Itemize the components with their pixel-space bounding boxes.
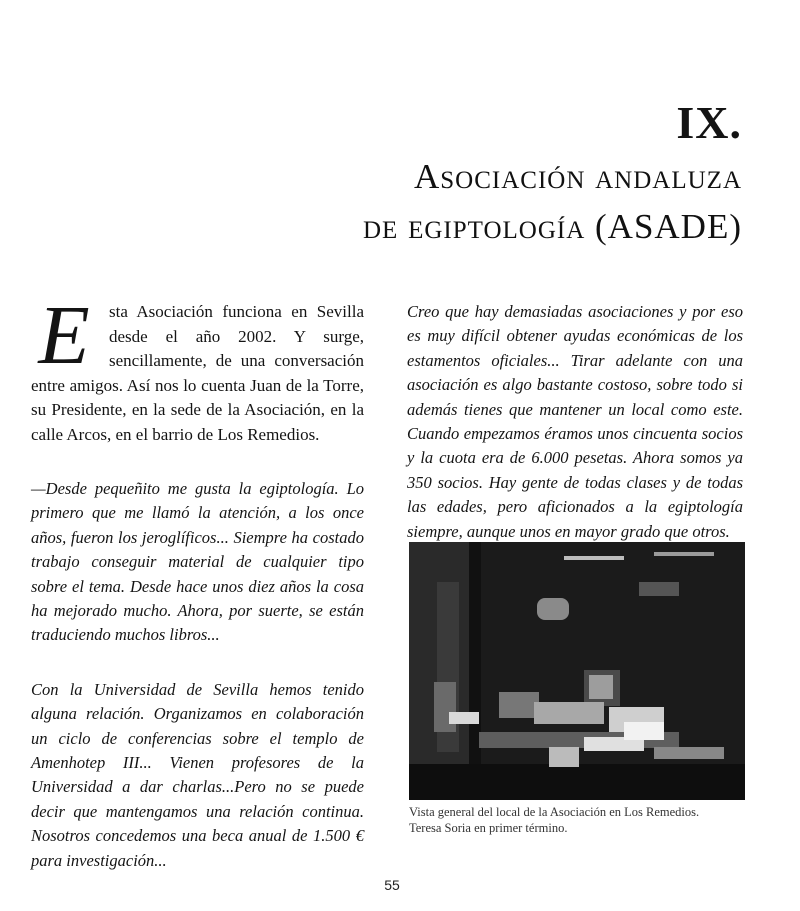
page-number: 55 bbox=[384, 877, 400, 893]
office-photo bbox=[409, 542, 745, 800]
chapter-title bbox=[182, 152, 742, 252]
quote-paragraph-2: Con la Universidad de Sevilla hemos tenido alguna relación. Organizamos en colaboración un ciclo de conferencias sobre el templo de Amenhotep III... Vienen profesores de la Universidad a dar charlas...Pero no se puede decir que mantengamos una relación continua. Nosotros concedemos una beca anual de 1.500 € para investigación... bbox=[31, 679, 364, 870]
chapter-number: IX. bbox=[676, 97, 742, 148]
quote-paragraph-1: —Desde pequeñito me gusta la egiptología. Lo primero que me llamó la atención, a los once años, fueron los jeroglíficos... Siempre ha costado trabajo conseguir material de cualquier tipo sobre el tema. Desde hace unos diez años la cosa ha mejorado mucho. Ahora, por suerte, se están traduciendo muchos libros... bbox=[31, 479, 364, 645]
intro-text: sta Asociación funciona en Sevilla desde el año 2002. Y surge, sencillamente, de una conversación entre amigos. Así nos lo cuenta Juan de la Torre, su Presidente, en la sede de la Asociación, en la calle Arcos, en el barrio de Los Remedios. bbox=[31, 302, 364, 444]
drop-cap: E bbox=[38, 289, 90, 382]
photo-caption-line-2: Teresa Soria en primer término. bbox=[409, 821, 568, 835]
chapter-title-line-2: de egiptología (ASADE) bbox=[363, 207, 742, 246]
office-photo-image bbox=[409, 542, 745, 800]
quote-paragraph-3: Creo que hay demasiadas asociaciones y por eso es muy difícil obtener ayudas económicas de los estamentos oficiales... Tirar adelante con una asociación es algo bastante costoso, sobre todo si además tienes que mantener un local como este. Cuando empezamos éramos unos cincuenta socios y la cuota era de 6.000 pesetas. Ahora somos ya 350 socios. Hay gente de todas clases y de todas las edades, pero aficionados a la egiptología siempre, aunque unos en mayor grado que otros. bbox=[407, 302, 743, 541]
photo-caption bbox=[409, 804, 754, 836]
intro-paragraph bbox=[31, 289, 364, 447]
right-column bbox=[407, 300, 743, 544]
photo-caption-line-1: Vista general del local de la Asociación en Los Remedios. bbox=[409, 805, 700, 819]
left-column bbox=[31, 289, 364, 873]
chapter-title-line-1: Asociación andaluza bbox=[413, 157, 742, 196]
